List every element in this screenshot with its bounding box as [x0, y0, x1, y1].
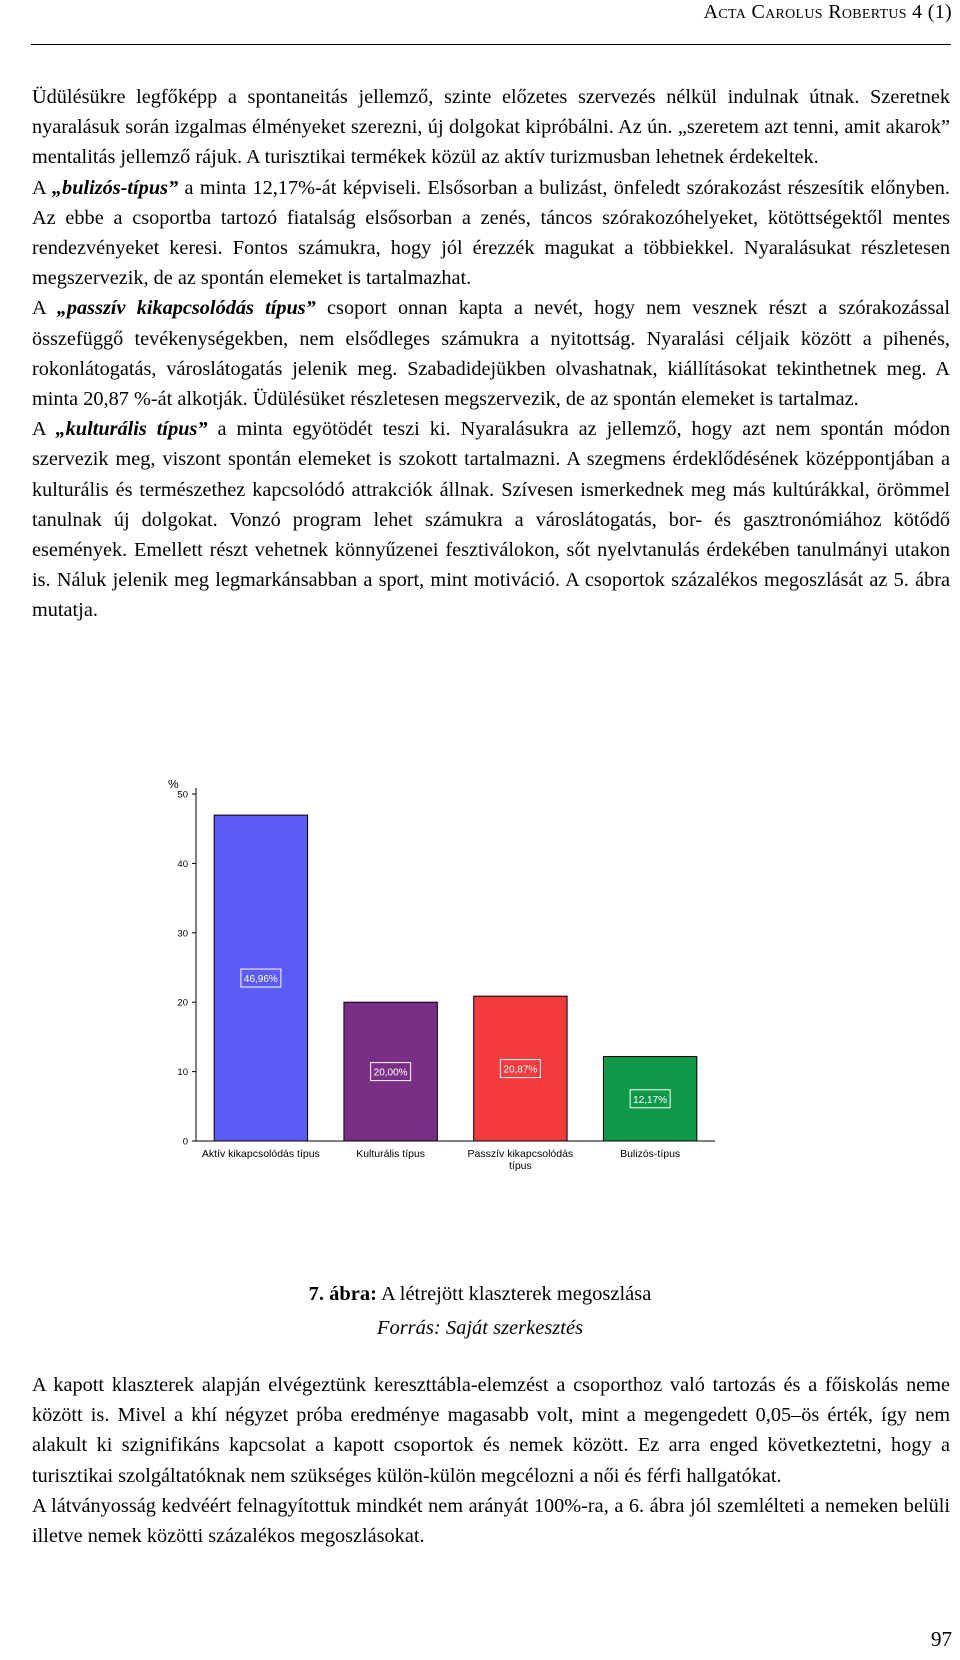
paragraph-text: A	[32, 176, 52, 199]
y-tick-label: 40	[177, 858, 188, 870]
category-label: Passzív kikapcsolódás	[467, 1148, 574, 1160]
paragraph-text: csoport onnan kapta a nevét, hogy nem vesznek részt a szórakozással összefüggő tevékenységekben, nem elsődleges számukra a nyitottság. Nyaralási céljaik között a pihenés, rokonlátogatás, városlátogatás jelenik meg. Szabadidejükben olvashatnak, kiállításokat tekinthetnek meg. A minta 20,87 %-át alkotják. Üdülésüket részletesen megszervezik, de az spontán elemeket is tartalmaz.	[32, 297, 950, 411]
paragraph-text: a minta 12,17%-át képviseli. Elsősorban a bulizást, önfeledt szórakozást részesítik előnyben. Az ebbe a csoportba tartozó fiatalság elsősorban a zenés, táncos szórakozóhelyeket, kötöttségektől mentes rendezvényeket keresi. Fontos számukra, hogy jól érezzék magukat a többiekkel. Nyaralásukat részletesen megszervezik, de az spontán elemeket is tartalmazhat.	[32, 176, 950, 290]
body-text-bottom	[32, 1370, 950, 1551]
figure-source: Forrás: Saját szerkesztés	[376, 1317, 584, 1339]
y-tick-label: 50	[177, 789, 188, 801]
page-number: 97	[931, 1627, 952, 1651]
body-text-top	[32, 82, 950, 626]
type-name: „passzív kikapcsolódás típus”	[56, 297, 316, 320]
category-label: Kulturális típus	[356, 1148, 426, 1160]
y-tick-label: 0	[182, 1136, 188, 1148]
category-label: Bulizós-típus	[620, 1148, 681, 1160]
type-name: „kulturális típus”	[55, 418, 208, 441]
bar-chart	[150, 780, 730, 1250]
header-rule	[31, 44, 951, 45]
paragraph	[32, 293, 950, 414]
data-label: 12,17%	[633, 1094, 668, 1106]
figure-number: 7. ábra:	[308, 1283, 377, 1305]
paragraph	[32, 173, 950, 294]
y-tick-label: 10	[177, 1067, 188, 1079]
paragraph	[32, 1370, 950, 1491]
category-label: típus	[508, 1160, 532, 1172]
running-header: Acta Carolus Robertus 4 (1)	[703, 1, 952, 23]
paragraph-text: A	[32, 418, 56, 441]
category-label: Aktív kikapcsolódás típus	[201, 1148, 320, 1160]
y-axis-label: %	[168, 780, 179, 791]
data-label: 46,96%	[243, 974, 278, 986]
figure-title: A létrejött klaszterek megoszlása	[376, 1283, 652, 1305]
data-label: 20,87%	[503, 1064, 538, 1076]
paragraph-text: a minta egyötödét teszi ki. Nyaralásukra az jellemző, hogy azt nem spontán módon szervezik meg, viszont spontán elemeket is szokott tartalmazni. A szegmens érdeklődésének középpontjában a kulturális és természethez kapcsolódó attrakciók állnak. Szívesen ismerkednek meg más kultúrákkal, örömmel tanulnak új dolgokat. Vonzó program lehet számukra a városlátogatás, bor- és gasztronómiához kötődő események. Emellett részt vehetnek könnyűzenei fesztiválokon, sőt nyelvtanulás érdekében tanulmányi utakon is. Náluk jelenik meg legmarkánsabban a sport, mint motiváció. A csoportok százalékos megoszlását az 5. ábra mutatja.	[32, 418, 950, 622]
paragraph-text: A	[32, 297, 57, 320]
paragraph-text: Üdülésükre legfőképp a spontaneitás jellemző, szinte előzetes szervezés nélkül indulnak útnak. Szeretnek nyaralásuk során izgalmas élményeket szerezni, új dolgokat kipróbálni. Az ún. „szeretem azt tenni, amit akarok” mentalitás jellemző rájuk. A turisztikai termékek közül az aktív turizmusban lehetnek érdekeltek.	[32, 86, 950, 169]
type-name: „bulizós-típus”	[51, 176, 179, 199]
figure-caption	[0, 1280, 960, 1308]
bar-chart-svg	[150, 780, 730, 1250]
y-tick-label: 20	[177, 997, 188, 1009]
data-label: 20,00%	[373, 1067, 408, 1079]
paragraph	[32, 414, 950, 625]
paragraph	[32, 82, 950, 173]
paragraph	[32, 1491, 950, 1551]
paragraph-text: A kapott klaszterek alapján elvégeztünk kereszttábla-elemzést a csoporthoz való tartozás és a főiskolás neme között is. Mivel a khí négyzet próba eredménye magasabb volt, mint a megengedett 0,05–ös érték, így nem alakult ki szignifikáns kapcsolat a kapott csoportok és nemek között. Ez arra enged következtetni, hogy a turisztikai szolgáltatóknak nem szükséges külön-külön megcélozni a női és férfi hallgatókat.	[32, 1374, 950, 1487]
paragraph-text: A látványosság kedvéért felnagyítottuk mindkét nem arányát 100%-ra, a 6. ábra jól szemlélteti a nemeken belüli illetve nemek közötti százalékos megoszlásokat.	[32, 1494, 950, 1548]
y-tick-label: 30	[177, 928, 188, 940]
